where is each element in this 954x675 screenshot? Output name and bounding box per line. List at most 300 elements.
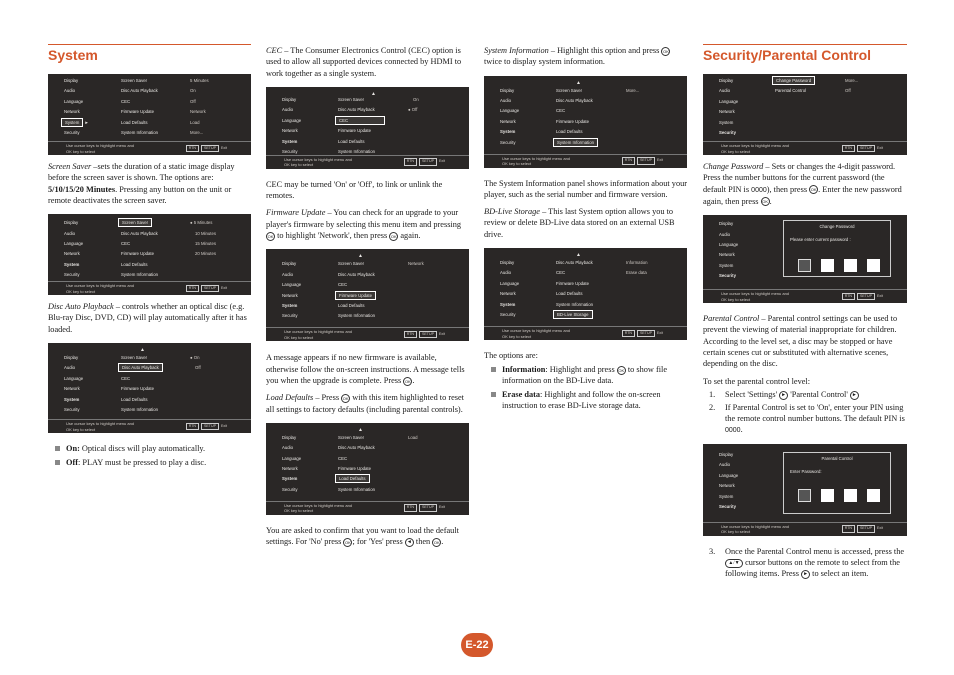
menu-item: Network xyxy=(64,251,80,257)
term: BD-Live Storage xyxy=(484,207,540,217)
menu-item: Security xyxy=(719,130,736,136)
para-system-info-panel: The System Information panel shows information about your player, such as the serial number and firmware version. xyxy=(484,178,688,199)
menu-item: Network xyxy=(282,466,298,472)
text: to select an item. xyxy=(810,568,869,578)
hint-text: OK key to select xyxy=(721,148,751,154)
menu-item: Language xyxy=(500,280,520,286)
menu-item: Firmware Update xyxy=(121,386,154,392)
menu-buttons xyxy=(186,285,227,293)
menu-item: Network xyxy=(719,252,735,258)
hint-text: Use cursor keys to highlight menu and xyxy=(284,329,353,335)
dialog-message: Please enter current password : xyxy=(790,237,851,243)
menu-item: Security xyxy=(282,148,298,154)
menu-left xyxy=(282,259,301,321)
menu-item: System Information xyxy=(121,407,159,413)
exit-label: Exit xyxy=(439,505,445,510)
option: More... xyxy=(626,87,640,93)
menu-item: System xyxy=(500,301,516,307)
option: Off xyxy=(195,365,201,371)
text: Optical discs will play automatically. xyxy=(79,444,206,454)
menu-item: Language xyxy=(282,282,302,288)
menu-mid xyxy=(121,218,158,280)
text: to highlight 'Network', then press xyxy=(275,231,390,241)
menu-hint xyxy=(266,501,469,515)
menu-item: CEC xyxy=(556,108,566,114)
para-load-defaults xyxy=(266,392,469,415)
screen-load-defaults xyxy=(266,423,469,515)
text: . xyxy=(769,196,772,206)
menu-item: Audio xyxy=(64,365,75,371)
ok-button-icon: OK xyxy=(345,539,351,545)
setup-key: SETUP xyxy=(637,157,655,165)
menu-item: System xyxy=(719,119,734,125)
text: – This last System option allows you to review or delete BD-Live data stored on an external USB drive. xyxy=(484,207,675,239)
para-change-password xyxy=(703,161,907,207)
menu-value: Off xyxy=(190,98,196,104)
menu-item: Security xyxy=(282,313,298,319)
hint-text: Use cursor keys to highlight menu and xyxy=(284,156,353,162)
ok-button-icon: OK xyxy=(390,233,397,239)
menu-value: Load xyxy=(190,119,200,125)
menu-item: Network xyxy=(500,118,516,124)
up-down-arrow-icon: ▲/▼ xyxy=(725,559,743,568)
menu-item-selected: BD-Live Storage xyxy=(553,310,593,319)
menu-item: Audio xyxy=(282,271,293,277)
menu-hint xyxy=(703,522,907,536)
menu-item: Audio xyxy=(500,98,511,103)
menu-item: Firmware Update xyxy=(338,128,371,134)
menu-item: Display xyxy=(719,451,734,457)
menu-right: On ● Off xyxy=(408,96,419,113)
menu-item: Network xyxy=(282,292,298,298)
menu-left xyxy=(500,258,519,320)
column-system-info xyxy=(484,44,687,411)
menu-item-selected: Disc Auto Playback xyxy=(118,363,163,372)
setup-key: SETUP xyxy=(419,331,437,339)
menu-item: System xyxy=(282,476,298,482)
bold-text: 5/10/15/20 Minutes xyxy=(48,184,116,194)
para-confirm xyxy=(266,525,469,548)
dialog-title: Change Password xyxy=(819,224,855,230)
menu-item: Display xyxy=(719,78,734,83)
menu-value: 5 Minutes xyxy=(190,78,209,83)
menu-value: Network xyxy=(190,109,206,115)
menu-buttons xyxy=(842,293,883,301)
setup-key: SETUP xyxy=(419,504,437,512)
menu-right xyxy=(408,433,418,443)
step-3: 3. Once the Parental Control menu is accessed, press the ▲/▼ cursor buttons on the remote to select from the following items. Press ► to select an item. xyxy=(709,546,905,578)
menu-right xyxy=(408,259,424,269)
screen-firmware xyxy=(266,249,469,341)
up-arrow-icon: ▲ xyxy=(358,426,363,433)
menu-left xyxy=(719,450,738,512)
ok-button-icon: OK xyxy=(342,395,349,401)
menu-item: Security xyxy=(719,504,736,509)
screen-parental-control xyxy=(703,444,907,536)
menu-item: System Information xyxy=(556,301,594,307)
up-arrow-icon: ▲ xyxy=(140,347,145,354)
menu-right xyxy=(626,258,648,279)
menu-item: Language xyxy=(719,242,739,247)
bullet-erase xyxy=(484,389,687,411)
para-screen-saver xyxy=(48,161,251,206)
para-firmware xyxy=(266,207,469,241)
rtn-key: RTN xyxy=(186,423,199,431)
setup-key: SETUP xyxy=(857,293,875,301)
term: Firmware Update xyxy=(266,208,326,218)
section-heading-system: System xyxy=(48,44,251,64)
left-arrow-icon: ◄ xyxy=(405,538,414,547)
menu-item: Language xyxy=(719,472,739,478)
option: Off xyxy=(845,88,851,94)
menu-item: Disc Auto Playback xyxy=(338,445,375,451)
option: 10 Minutes xyxy=(195,230,217,236)
menu-mid xyxy=(121,353,163,415)
menu-item: Parental Control xyxy=(775,88,807,94)
menu-item: Display xyxy=(500,260,515,266)
step-2: 2. If Parental Control is set to 'On', enter your PIN using the remote control number buttons. The default PIN is 0000. xyxy=(709,402,905,434)
menu-item: Disc Auto Playback xyxy=(338,271,375,277)
menu-item: Audio xyxy=(282,445,293,451)
menu-left xyxy=(64,353,83,415)
menu-right: ● 5 Minutes 10 Minutes 15 Minutes 20 Minutes xyxy=(190,218,216,260)
pin-box[interactable] xyxy=(867,259,880,272)
menu-item: Security xyxy=(64,130,80,136)
menu-item-selected: System xyxy=(61,118,83,127)
screen-change-password xyxy=(703,215,907,303)
para-to-set: To set the parental control level: xyxy=(703,376,811,386)
menu-item-selected: Screen Saver xyxy=(118,218,152,227)
menu-right xyxy=(845,76,858,97)
text: with this item highlighted to reset all settings to factory defaults (including parental controls). xyxy=(266,393,464,414)
right-arrow-icon: ► xyxy=(850,391,859,400)
menu-item: Network xyxy=(500,291,516,297)
term: Screen Saver xyxy=(48,162,92,171)
rtn-key: RTN xyxy=(842,525,855,533)
menu-buttons xyxy=(186,423,227,431)
hint-text: OK key to select xyxy=(284,334,314,340)
hint-text: OK key to select xyxy=(284,162,314,168)
menu-item: Screen Saver xyxy=(556,87,583,93)
menu-item: Security xyxy=(719,273,736,279)
menu-buttons xyxy=(186,145,227,153)
screen-security xyxy=(703,74,907,155)
menu-item: Screen Saver xyxy=(121,78,148,83)
bullet-off xyxy=(48,457,251,468)
pin-box[interactable] xyxy=(844,259,857,272)
menu-mid xyxy=(121,76,158,138)
menu-item: Disc Auto Playback xyxy=(556,260,593,266)
hint-text: Use cursor keys to highlight menu and xyxy=(721,143,790,148)
menu-item: Display xyxy=(282,434,297,440)
term: System Information xyxy=(484,46,549,55)
text: You are asked to confirm that you want to load the default settings. For 'No' press xyxy=(266,525,459,547)
exit-label: Exit xyxy=(657,330,663,335)
menu-item: Display xyxy=(64,220,79,226)
ok-button-icon: OK xyxy=(810,187,817,193)
menu-item: CEC xyxy=(121,98,131,104)
option: More... xyxy=(845,78,859,83)
menu-item: CEC xyxy=(338,282,348,288)
menu-item: System xyxy=(719,493,734,499)
text: . Pressing any button on the unit or remote deactivates the screen saver. xyxy=(48,184,232,205)
menu-item: Disc Auto Playback xyxy=(121,88,158,94)
pin-text: 0000 xyxy=(725,426,741,434)
menu-item-selected: Firmware Update xyxy=(335,291,376,300)
text: . xyxy=(441,537,444,547)
text: – Sets or changes the 4-digit password. Press the number buttons for the current password (the default PIN is xyxy=(703,162,896,194)
menu-right xyxy=(190,76,209,138)
text: : PLAY must be pressed to play a disc. xyxy=(77,458,207,468)
rtn-key: RTN xyxy=(404,331,417,339)
menu-item: Network xyxy=(719,109,735,115)
text: – You can check for an upgrade to your player's firmware by selecting this menu item and pressing xyxy=(266,208,462,229)
pin-box[interactable] xyxy=(798,259,811,272)
column-system xyxy=(48,44,251,468)
option: 5 Minutes xyxy=(193,220,213,226)
menu-item: CEC xyxy=(338,455,348,461)
menu-left xyxy=(282,433,301,495)
menu-buttons xyxy=(622,330,663,338)
column-cec xyxy=(266,44,469,547)
menu-item: Load Defaults xyxy=(556,291,583,297)
pin-box[interactable] xyxy=(798,489,811,502)
screen-cec xyxy=(266,87,469,169)
hint-text: OK key to select xyxy=(66,288,96,294)
menu-left xyxy=(282,95,301,157)
menu-item: System xyxy=(500,129,516,135)
exit-label: Exit xyxy=(877,145,883,150)
option: Erase data xyxy=(626,270,647,276)
setup-key: SETUP xyxy=(419,158,437,166)
menu-item: Network xyxy=(719,483,735,489)
para-bd-live xyxy=(484,206,687,240)
option: On xyxy=(193,355,200,361)
para-parental-control xyxy=(703,313,907,369)
option: On xyxy=(413,96,419,102)
ok-button-icon: OK xyxy=(618,367,625,373)
menu-item: Firmware Update xyxy=(338,466,371,472)
para-options: The options are: xyxy=(484,351,538,361)
menu-value: On xyxy=(190,88,196,94)
menu-item: System xyxy=(719,262,734,268)
hint-text: OK key to select xyxy=(721,296,751,302)
text: ), then press xyxy=(766,184,810,194)
text: twice to display system information. xyxy=(484,57,605,67)
bullet-on xyxy=(48,443,251,454)
menu-item: Audio xyxy=(282,107,293,113)
text: – Parental control settings can be used to prevent the viewing of material inappropriate for children. According to the level set, a disc may be stopped or have certain scenes cut or substituted with alternative scenes, depending on the disc. xyxy=(703,314,898,369)
change-password-dialog xyxy=(783,220,891,277)
section-heading-security: Security/Parental Control xyxy=(703,44,907,64)
text: ; for 'Yes' press xyxy=(352,537,405,547)
setup-key: SETUP xyxy=(201,285,219,293)
step-1: 1. Select 'Settings' ► 'Parental Control' ► xyxy=(703,389,907,400)
pin-box[interactable] xyxy=(821,259,834,272)
menu-item: Network xyxy=(282,128,298,134)
pin-box[interactable] xyxy=(844,489,857,502)
menu-item: Load Defaults xyxy=(121,119,148,125)
menu-buttons xyxy=(404,504,445,512)
setup-key: SETUP xyxy=(637,330,655,338)
menu-hint xyxy=(48,281,251,295)
menu-item-selected: Load Defaults xyxy=(335,474,370,483)
menu-left xyxy=(64,218,83,280)
menu-item: Security xyxy=(500,139,516,145)
screen-system-info xyxy=(484,76,687,168)
pin-box[interactable] xyxy=(867,489,880,502)
rtn-key: RTN xyxy=(622,157,635,165)
hint-text: OK key to select xyxy=(502,333,532,339)
menu-item: Disc Auto Playback xyxy=(556,98,593,103)
dialog-message: Enter Password: xyxy=(790,468,822,474)
hint-text: Use cursor keys to highlight menu and xyxy=(721,291,790,297)
menu-item: Language xyxy=(64,98,84,104)
rtn-key: RTN xyxy=(842,293,855,301)
menu-item: Security xyxy=(282,486,298,492)
screen-disc-auto-playback xyxy=(48,343,251,433)
menu-item: System Information xyxy=(338,148,376,154)
menu-hint xyxy=(703,289,907,303)
ok-button-icon: OK xyxy=(762,199,768,205)
term: Parental Control xyxy=(703,314,760,324)
hint-text: OK key to select xyxy=(721,529,751,535)
menu-left xyxy=(719,76,738,138)
menu-hint xyxy=(703,141,907,155)
menu-mid xyxy=(556,86,598,148)
hint-text: OK key to select xyxy=(66,148,96,154)
hint-text: Use cursor keys to highlight menu and xyxy=(284,502,353,508)
ok-button-icon: OK xyxy=(663,48,669,54)
menu-item: Load Defaults xyxy=(556,129,583,135)
menu-mid xyxy=(775,76,815,97)
ok-button-icon: OK xyxy=(433,539,440,545)
screen-screen-saver xyxy=(48,214,251,295)
menu-item: Security xyxy=(500,312,516,318)
ok-button-icon: OK xyxy=(267,233,274,239)
menu-left xyxy=(500,86,519,148)
menu-item: Display xyxy=(282,96,297,102)
exit-label: Exit xyxy=(221,285,227,290)
menu-value: More... xyxy=(190,130,204,136)
menu-buttons xyxy=(842,525,883,533)
menu-item: Audio xyxy=(719,462,730,468)
menu-item: CEC xyxy=(121,375,131,381)
page-number: E-22 xyxy=(461,633,493,657)
menu-item: Screen Saver xyxy=(338,96,365,102)
up-arrow-icon: ▲ xyxy=(358,253,363,260)
menu-item-selected: System Information xyxy=(553,138,598,147)
menu-item: Display xyxy=(282,261,297,267)
menu-hint xyxy=(266,155,469,169)
exit-label: Exit xyxy=(221,423,227,428)
hint-text: Use cursor keys to highlight menu and xyxy=(502,328,571,334)
text: . xyxy=(412,375,415,385)
option: Network xyxy=(408,261,424,267)
menu-item: Language xyxy=(64,375,84,381)
menu-item: Firmware Update xyxy=(121,251,154,257)
text: –sets the duration of a static image display before the screen saver is shown. The options are: xyxy=(48,162,235,183)
menu-item: System xyxy=(64,396,80,402)
menu-item: Audio xyxy=(64,230,75,236)
exit-label: Exit xyxy=(877,526,883,531)
text: to show file information on the BD-Live data. xyxy=(502,365,668,386)
menu-item: CEC xyxy=(556,270,566,276)
menu-item: Language xyxy=(282,117,302,123)
menu-buttons xyxy=(622,157,663,165)
pin-box[interactable] xyxy=(821,489,834,502)
menu-item: Network xyxy=(64,109,80,115)
text: cursor buttons on the remote to select from the following items. Press xyxy=(725,557,900,578)
hint-text: OK key to select xyxy=(284,508,314,514)
text: then xyxy=(413,537,433,547)
parental-control-dialog xyxy=(783,452,891,514)
option: Load xyxy=(408,434,418,440)
rtn-key: RTN xyxy=(404,158,417,166)
rtn-key: RTN xyxy=(622,330,635,338)
up-arrow-icon: ▲ xyxy=(576,252,581,259)
menu-right xyxy=(626,86,639,96)
menu-item-selected: Change Password xyxy=(772,76,815,85)
hint-text: Use cursor keys to highlight menu and xyxy=(502,155,571,161)
para-cec-on-off: CEC may be turned 'On' or 'Off', to link or unlink the remotes. xyxy=(266,179,443,201)
right-arrow-icon: ► xyxy=(801,570,810,579)
menu-hint xyxy=(484,154,687,168)
term: Erase data xyxy=(502,390,541,400)
text: . Enter the new password again, then press xyxy=(703,184,902,206)
menu-item: Disc Auto Playback xyxy=(121,230,158,236)
text: A message appears if no new firmware is available, otherwise follow the on-screen instructions. A message tells you when the upgrade is complete. Press xyxy=(266,353,465,385)
setup-key: SETUP xyxy=(201,145,219,153)
term: Off xyxy=(66,458,78,468)
option: 20 Minutes xyxy=(195,251,217,257)
setup-key: SETUP xyxy=(857,145,875,153)
menu-mid xyxy=(338,259,376,321)
exit-label: Exit xyxy=(657,158,663,163)
menu-left: Display Audio Language Network System ► Security xyxy=(64,76,89,138)
term: On: xyxy=(66,444,80,454)
menu-item: Audio xyxy=(64,88,75,94)
menu-item: Language xyxy=(282,455,302,461)
menu-item: Load Defaults xyxy=(338,138,365,144)
hint-text: OK key to select xyxy=(66,426,96,432)
menu-item: Audio xyxy=(719,231,730,237)
menu-buttons xyxy=(842,145,883,153)
hint-text: Use cursor keys to highlight menu and xyxy=(66,421,135,427)
option: Off xyxy=(411,107,418,113)
menu-mid xyxy=(338,95,385,157)
menu-item: Network xyxy=(64,386,80,392)
term: CEC xyxy=(266,46,283,55)
option: Information xyxy=(626,260,648,266)
hint-text: Use cursor keys to highlight menu and xyxy=(66,143,135,148)
menu-mid xyxy=(556,258,593,320)
menu-item: Load Defaults xyxy=(338,303,365,308)
rtn-key: RTN xyxy=(186,285,199,293)
menu-right: ● On Off xyxy=(190,353,201,374)
menu-item: Security xyxy=(64,407,80,413)
text: – Press xyxy=(313,393,342,403)
text: Select 'Settings' xyxy=(725,389,780,399)
text: Once the Parental Control menu is accessed, press the xyxy=(725,546,905,556)
hint-text: Use cursor keys to highlight menu and xyxy=(721,523,790,529)
menu-item: Disc Auto Playback xyxy=(338,107,375,113)
menu-item: System Information xyxy=(121,272,159,278)
rtn-key: RTN xyxy=(186,145,199,153)
term: Change Password xyxy=(703,162,764,171)
para-firmware-msg xyxy=(266,352,469,386)
ok-button-icon: OK xyxy=(404,378,411,384)
